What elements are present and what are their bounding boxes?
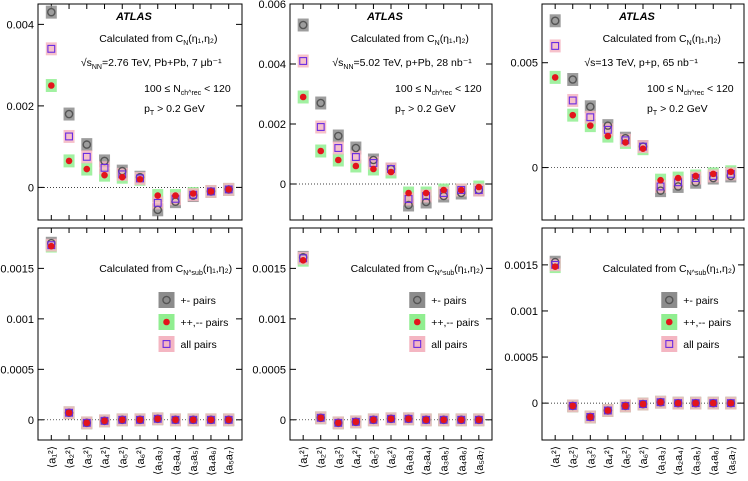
x-tick-label: ⟨a₅²⟩ bbox=[620, 446, 633, 469]
legend-band bbox=[159, 336, 175, 352]
marker-same-sign bbox=[370, 166, 377, 173]
annotation-source: Calculated from $C_{N\^{}sub}(\eta_1,\eta_2)$ bbox=[350, 263, 484, 277]
marker-same-sign bbox=[317, 148, 324, 155]
marker-same-sign bbox=[622, 139, 629, 146]
x-tick-label: ⟨a₁²⟩ bbox=[298, 446, 311, 469]
x-tick-label: ⟨a₂²⟩ bbox=[64, 446, 77, 469]
y-tick-label: 0 bbox=[279, 179, 286, 191]
y-tick-label: 0 bbox=[531, 162, 538, 175]
marker-same-sign bbox=[476, 417, 483, 424]
x-tick-label: ⟨a₆²⟩ bbox=[135, 446, 147, 469]
x-tick-label: ⟨a₃a₅⟩ bbox=[188, 446, 201, 476]
x-tick-label: ⟨a₅a₇⟩ bbox=[725, 446, 738, 476]
marker-same-sign bbox=[388, 169, 395, 176]
marker-same-sign bbox=[370, 417, 377, 424]
x-tick-label: ⟨a₄a₆⟩ bbox=[205, 446, 218, 476]
x-tick-label: ⟨a₄²⟩ bbox=[99, 446, 112, 469]
marker-same-sign bbox=[405, 416, 412, 423]
legend-label: ++,-- pairs bbox=[683, 317, 732, 329]
marker-same-sign bbox=[300, 257, 307, 264]
marker-same-sign bbox=[317, 414, 324, 421]
x-tick-label: ⟨a₅²⟩ bbox=[368, 446, 381, 469]
legend-band bbox=[409, 292, 425, 308]
x-tick-label: ⟨a₃a₅⟩ bbox=[690, 446, 703, 476]
marker-same-sign bbox=[552, 263, 559, 270]
marker-same-sign bbox=[208, 188, 215, 195]
y-tick-label: 0.0015 bbox=[504, 259, 538, 272]
marker-same-sign bbox=[458, 417, 465, 424]
annotation-pt-cut: $p_T > 0.2$ GeV bbox=[395, 103, 456, 117]
legend-marker-same-sign bbox=[666, 319, 673, 326]
atlas-label: ATLAS bbox=[619, 11, 655, 23]
marker-same-sign bbox=[622, 403, 629, 410]
marker-same-sign bbox=[137, 417, 144, 424]
y-tick-label: 0 bbox=[279, 414, 286, 427]
marker-same-sign bbox=[101, 172, 108, 179]
marker-same-sign bbox=[423, 417, 430, 424]
x-tick-label: ⟨a₂²⟩ bbox=[315, 446, 328, 469]
marker-same-sign bbox=[83, 420, 90, 427]
legend-marker-same-sign bbox=[414, 319, 421, 326]
y-tick-label: 0 bbox=[531, 398, 538, 411]
panel-frame-bottom-middle bbox=[290, 228, 492, 440]
x-tick-label: ⟨a₄²⟩ bbox=[350, 446, 363, 469]
annotation-source: Calculated from $C_{N\^{}sub}(\eta_1,\eta_2)$ bbox=[99, 263, 233, 277]
x-tick-label: ⟨a₃²⟩ bbox=[585, 446, 598, 469]
marker-same-sign bbox=[640, 401, 647, 408]
x-tick-label: ⟨a₁²⟩ bbox=[46, 446, 59, 469]
legend-label: all pairs bbox=[683, 339, 720, 351]
marker-same-sign bbox=[225, 417, 232, 424]
x-tick-label: ⟨a₃a₅⟩ bbox=[438, 446, 451, 476]
marker-same-sign bbox=[353, 419, 360, 426]
marker-same-sign bbox=[728, 168, 735, 175]
x-tick-label: ⟨a₁²⟩ bbox=[550, 446, 563, 469]
legend-label: all pairs bbox=[431, 339, 468, 351]
marker-same-sign bbox=[569, 112, 576, 119]
x-tick-label: ⟨a₁a₃⟩ bbox=[403, 446, 416, 476]
y-tick-label: 0 bbox=[27, 182, 34, 195]
x-tick-label: ⟨a₅a₇⟩ bbox=[473, 446, 486, 476]
annotation-multiplicity: $100 \le N_{ch\^{}rec} < 120$ bbox=[144, 83, 231, 97]
y-tick-label: 0.005 bbox=[510, 57, 538, 70]
legend-label: +- pairs bbox=[431, 295, 467, 307]
marker-same-sign bbox=[300, 94, 307, 101]
x-tick-label: ⟨a₂²⟩ bbox=[567, 446, 580, 469]
marker-same-sign bbox=[440, 187, 447, 194]
atlas-label: ATLAS bbox=[367, 11, 403, 23]
marker-same-sign bbox=[710, 171, 717, 178]
marker-same-sign bbox=[208, 417, 215, 424]
annotation-dataset: $√s_{NN}=5.02$ TeV, p+Pb, 28 nb⁻¹ bbox=[332, 57, 472, 71]
marker-same-sign bbox=[552, 74, 559, 81]
legend-label: +- pairs bbox=[180, 295, 216, 307]
marker-same-sign bbox=[48, 82, 55, 89]
marker-same-sign bbox=[675, 400, 682, 407]
marker-same-sign bbox=[172, 192, 179, 199]
y-tick-label: 0.004 bbox=[6, 19, 34, 32]
y-tick-label: 0 bbox=[27, 414, 34, 427]
y-tick-label: 0.004 bbox=[258, 59, 286, 71]
marker-same-sign bbox=[405, 190, 412, 197]
marker-same-sign bbox=[388, 416, 395, 423]
marker-same-sign bbox=[190, 190, 197, 197]
annotation-dataset: $√s_{NN}=2.76$ TeV, Pb+Pb, 7 μb⁻¹ bbox=[80, 57, 222, 71]
marker-same-sign bbox=[154, 192, 161, 199]
y-tick-label: 0.002 bbox=[258, 119, 286, 131]
annotation-source: Calculated from $C_N(\eta_1,\eta_2)$ bbox=[350, 33, 469, 47]
marker-same-sign bbox=[458, 187, 465, 194]
x-tick-label: ⟨a₅a₇⟩ bbox=[223, 446, 236, 476]
marker-same-sign bbox=[172, 417, 179, 424]
annotation-source: Calculated from $C_N(\eta_1,\eta_2)$ bbox=[602, 33, 721, 47]
marker-same-sign bbox=[119, 417, 126, 424]
legend-band bbox=[661, 336, 677, 352]
y-tick-label: 0.001 bbox=[258, 313, 286, 326]
annotation-multiplicity: $100 \le N_{ch\^{}rec} < 120$ bbox=[647, 83, 734, 97]
legend-label: all pairs bbox=[180, 339, 217, 351]
legend-band bbox=[409, 336, 425, 352]
y-tick-label: 0.0005 bbox=[504, 352, 538, 365]
marker-same-sign bbox=[423, 190, 430, 197]
annotation-pt-cut: $p_T > 0.2$ GeV bbox=[647, 103, 708, 117]
x-tick-label: ⟨a₁a₃⟩ bbox=[655, 446, 668, 476]
marker-same-sign bbox=[587, 122, 594, 129]
marker-same-sign bbox=[66, 409, 73, 416]
marker-same-sign bbox=[640, 145, 647, 152]
marker-same-sign bbox=[657, 399, 664, 406]
annotation-multiplicity: $100 \le N_{ch\^{}rec} < 120$ bbox=[395, 83, 482, 97]
x-tick-label: ⟨a₅²⟩ bbox=[117, 446, 130, 469]
annotation-pt-cut: $p_T > 0.2$ GeV bbox=[144, 103, 205, 117]
marker-same-sign bbox=[569, 403, 576, 410]
marker-same-sign bbox=[335, 420, 342, 427]
x-tick-label: ⟨a₆²⟩ bbox=[638, 446, 650, 469]
x-tick-label: ⟨a₄²⟩ bbox=[602, 446, 615, 469]
legend-label: +- pairs bbox=[683, 295, 719, 307]
marker-same-sign bbox=[83, 166, 90, 173]
marker-same-sign bbox=[66, 158, 73, 165]
atlas-label: ATLAS bbox=[115, 11, 152, 23]
y-tick-label: 0.0005 bbox=[252, 364, 286, 377]
marker-same-sign bbox=[657, 177, 664, 184]
legend-band bbox=[159, 292, 175, 308]
y-tick-label: 0.0015 bbox=[252, 263, 286, 276]
marker-same-sign bbox=[119, 174, 126, 181]
marker-same-sign bbox=[101, 418, 108, 425]
x-tick-label: ⟨a₄a₆⟩ bbox=[456, 446, 469, 476]
marker-same-sign bbox=[353, 163, 360, 170]
annotation-source: Calculated from $C_{N\^{}sub}(\eta_1,\eta_2)$ bbox=[602, 263, 736, 277]
marker-same-sign bbox=[692, 400, 699, 407]
annotation-dataset: √s=13 TeV, p+p, 65 nb⁻¹ bbox=[584, 57, 698, 69]
y-tick-label: 0.001 bbox=[510, 305, 538, 318]
legend-marker-same-sign bbox=[163, 319, 170, 326]
marker-same-sign bbox=[476, 184, 483, 191]
x-tick-label: ⟨a₁a₃⟩ bbox=[152, 446, 165, 476]
marker-same-sign bbox=[335, 157, 342, 164]
marker-same-sign bbox=[605, 133, 612, 140]
marker-same-sign bbox=[605, 407, 612, 414]
marker-same-sign bbox=[225, 186, 232, 193]
y-tick-label: 0.0015 bbox=[0, 263, 34, 276]
x-tick-label: ⟨a₂a₄⟩ bbox=[170, 446, 183, 476]
marker-same-sign bbox=[692, 173, 699, 180]
marker-same-sign bbox=[710, 400, 717, 407]
x-tick-label: ⟨a₂a₄⟩ bbox=[673, 446, 686, 476]
marker-same-sign bbox=[154, 416, 161, 423]
y-tick-label: 0.0005 bbox=[0, 364, 34, 377]
y-tick-label: 0.002 bbox=[6, 100, 34, 113]
legend-label: ++,-- pairs bbox=[180, 317, 229, 329]
marker-same-sign bbox=[190, 417, 197, 424]
marker-same-sign bbox=[675, 175, 682, 182]
marker-same-sign bbox=[440, 417, 447, 424]
x-tick-label: ⟨a₆²⟩ bbox=[386, 446, 398, 469]
y-tick-label: 0.006 bbox=[258, 0, 286, 11]
marker-same-sign bbox=[48, 243, 55, 250]
legend-label: ++,-- pairs bbox=[431, 317, 480, 329]
marker-same-sign bbox=[728, 400, 735, 407]
x-tick-label: ⟨a₂a₄⟩ bbox=[421, 446, 434, 476]
legend-band bbox=[661, 292, 677, 308]
x-tick-label: ⟨a₃²⟩ bbox=[333, 446, 346, 469]
x-tick-label: ⟨a₃²⟩ bbox=[81, 446, 94, 469]
y-tick-label: 0.001 bbox=[6, 313, 34, 326]
marker-same-sign bbox=[587, 414, 594, 421]
x-tick-label: ⟨a₄a₆⟩ bbox=[708, 446, 721, 476]
marker-same-sign bbox=[137, 176, 144, 183]
annotation-source: Calculated from $C_N(\eta_1,\eta_2)$ bbox=[99, 33, 218, 47]
